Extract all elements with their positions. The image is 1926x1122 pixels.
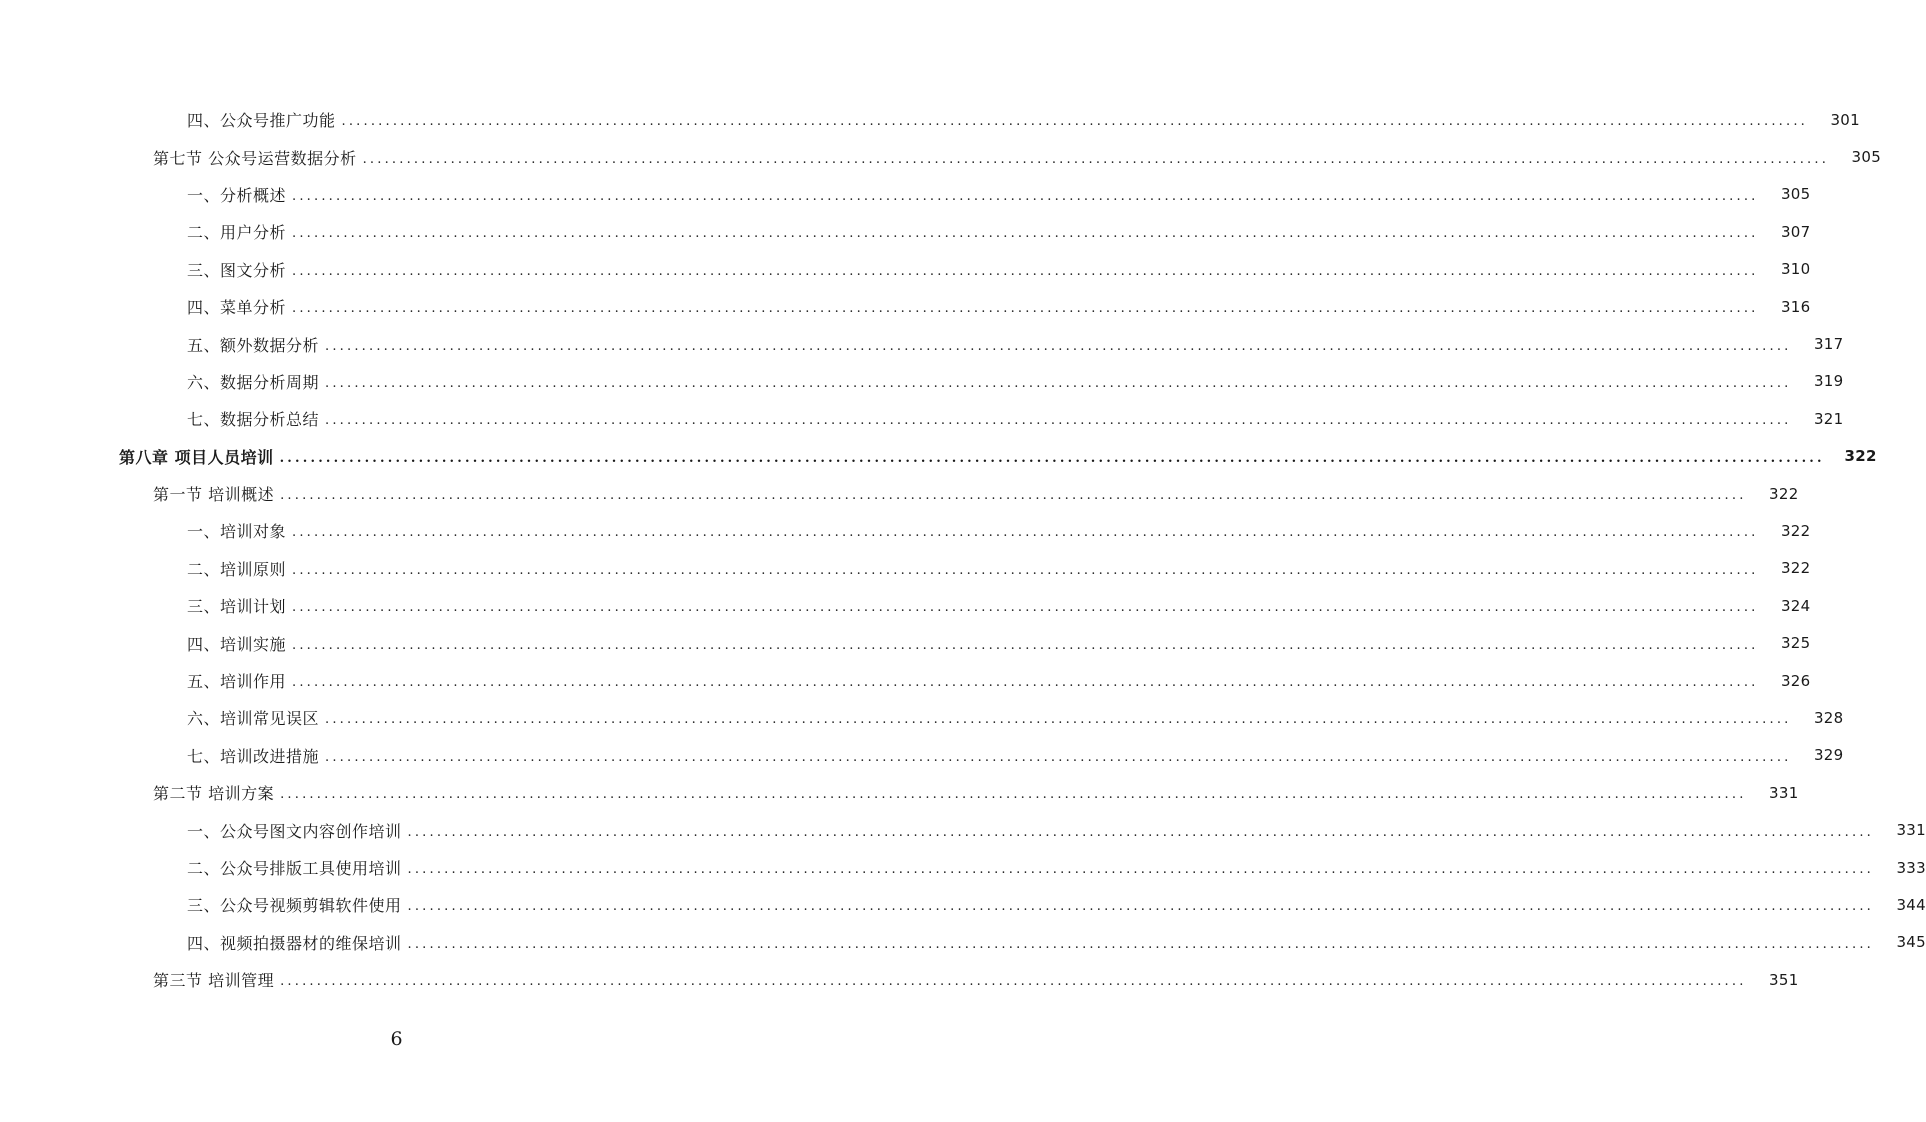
toc-entry-title: 六、培训常见误区 xyxy=(187,709,320,729)
toc-entry-title: 第七节 公众号运营数据分析 xyxy=(153,148,357,168)
toc-entry-item[interactable] xyxy=(0,550,1811,587)
toc-entry-section[interactable] xyxy=(0,475,1799,512)
toc-entry-page: 322 xyxy=(1769,484,1799,503)
toc-entry-title: 四、培训实施 xyxy=(187,634,287,654)
toc-entry-title: 五、培训作用 xyxy=(187,672,287,692)
toc-entry-page: 345 xyxy=(1896,933,1926,952)
toc-entry-title: 二、培训原则 xyxy=(187,559,287,579)
toc-dot-leader: ........................................................................................................................................................................................................ xyxy=(292,263,1759,279)
toc-entry-title: 三、公众号视频剪辑软件使用 xyxy=(187,896,402,916)
table-of-contents xyxy=(0,101,1926,998)
toc-entry-page: 325 xyxy=(1780,634,1811,653)
toc-entry-title: 七、培训改进措施 xyxy=(187,746,320,766)
toc-entry-title: 四、公众号推广功能 xyxy=(187,111,336,131)
toc-entry-page: 301 xyxy=(1830,110,1860,129)
toc-entry-item[interactable] xyxy=(0,624,1811,661)
toc-entry-page: 351 xyxy=(1769,970,1799,989)
toc-entry-item[interactable] xyxy=(0,662,1811,699)
toc-dot-leader: ........................................................................................................................................................................................................ xyxy=(325,749,1792,765)
toc-dot-leader: ........................................................................................................................................................................................................ xyxy=(341,114,1808,130)
toc-entry-page: 322 xyxy=(1780,559,1811,578)
toc-entry-section[interactable] xyxy=(0,961,1799,998)
toc-entry-page: 328 xyxy=(1813,708,1844,727)
toc-entry-item[interactable] xyxy=(0,400,1844,437)
toc-entry-item[interactable] xyxy=(0,512,1811,549)
toc-entry-page: 305 xyxy=(1780,185,1811,204)
toc-dot-leader: ........................................................................................................................................................................................................ xyxy=(292,525,1759,541)
toc-entry-page: 321 xyxy=(1813,409,1844,428)
toc-entry-page: 344 xyxy=(1896,895,1926,914)
toc-entry-page: 324 xyxy=(1780,596,1811,615)
toc-entry-page: 331 xyxy=(1896,821,1926,840)
toc-dot-leader: ........................................................................................................................................................................................................ xyxy=(407,824,1874,840)
toc-dot-leader: ........................................................................................................................................................................................................ xyxy=(292,600,1759,616)
toc-entry-page: 326 xyxy=(1780,671,1811,690)
toc-entry-title: 第一节 培训概述 xyxy=(153,485,275,505)
toc-entry-page: 316 xyxy=(1780,297,1811,316)
toc-entry-title: 一、培训对象 xyxy=(187,522,287,542)
toc-dot-leader: ........................................................................................................................................................................................................ xyxy=(407,899,1874,915)
page-number: 6 xyxy=(390,1028,403,1050)
toc-entry-title: 第八章 项目人员培训 xyxy=(119,447,274,467)
toc-dot-leader: ........................................................................................................................................................................................................ xyxy=(325,413,1792,429)
toc-dot-leader: ........................................................................................................................................................................................................ xyxy=(325,712,1792,728)
toc-entry-title: 四、视频拍摄器材的维保培训 xyxy=(187,933,402,953)
toc-entry-item[interactable] xyxy=(0,251,1811,288)
toc-entry-page: 322 xyxy=(1780,521,1811,540)
toc-dot-leader: ........................................................................................................................................................................................................ xyxy=(280,974,1747,990)
toc-entry-page: 329 xyxy=(1813,746,1844,765)
toc-dot-leader: ........................................................................................................................................................................................................ xyxy=(292,188,1759,204)
toc-entry-title: 二、用户分析 xyxy=(187,223,287,243)
toc-entry-page: 331 xyxy=(1769,783,1799,802)
toc-dot-leader: ........................................................................................................................................................................................................ xyxy=(292,226,1759,242)
toc-entry-page: 307 xyxy=(1780,222,1811,241)
toc-entry-chapter[interactable] xyxy=(0,438,1877,475)
toc-entry-title: 三、培训计划 xyxy=(187,597,287,617)
toc-entry-item[interactable] xyxy=(0,924,1926,961)
toc-dot-leader: ........................................................................................................................................................................................................ xyxy=(292,562,1759,578)
toc-dot-leader: ........................................................................................................................................................................................................ xyxy=(325,338,1792,354)
toc-dot-leader: ........................................................................................................................................................................................................ xyxy=(292,301,1759,317)
toc-dot-leader: ........................................................................................................................................................................................................ xyxy=(407,936,1874,952)
toc-dot-leader: ........................................................................................................................................................................................................ xyxy=(362,151,1830,167)
toc-entry-page: 319 xyxy=(1813,372,1844,391)
toc-entry-title: 五、额外数据分析 xyxy=(187,335,320,355)
toc-entry-item[interactable] xyxy=(0,176,1811,213)
toc-entry-page: 333 xyxy=(1896,858,1926,877)
toc-entry-item[interactable] xyxy=(0,101,1860,138)
toc-entry-title: 第三节 培训管理 xyxy=(153,971,275,991)
toc-entry-title: 三、图文分析 xyxy=(187,260,287,280)
toc-entry-item[interactable] xyxy=(0,849,1926,886)
toc-dot-leader: ........................................................................................................................................................................................................ xyxy=(292,637,1759,653)
toc-entry-item[interactable] xyxy=(0,363,1844,400)
toc-entry-section[interactable] xyxy=(0,774,1799,811)
toc-entry-page: 317 xyxy=(1813,335,1844,354)
toc-dot-leader: ........................................................................................................................................................................................................ xyxy=(280,488,1747,504)
toc-entry-item[interactable] xyxy=(0,325,1844,362)
toc-entry-item[interactable] xyxy=(0,886,1926,923)
toc-dot-leader: ........................................................................................................................................................................................................ xyxy=(407,862,1874,877)
toc-entry-title: 一、公众号图文内容创作培训 xyxy=(187,821,402,841)
toc-entry-section[interactable] xyxy=(0,138,1882,175)
toc-entry-item[interactable] xyxy=(0,587,1811,624)
toc-entry-title: 第二节 培训方案 xyxy=(153,784,275,804)
toc-entry-title: 一、分析概述 xyxy=(187,185,287,205)
toc-entry-item[interactable] xyxy=(0,737,1844,774)
toc-dot-leader: ........................................................................................................................................................................................................ xyxy=(325,375,1792,391)
toc-entry-title: 七、数据分析总结 xyxy=(187,410,320,430)
toc-entry-item[interactable] xyxy=(0,699,1844,736)
toc-dot-leader: ........................................................................................................................................................................................................ xyxy=(279,450,1825,466)
toc-entry-item[interactable] xyxy=(0,213,1811,250)
toc-entry-item[interactable] xyxy=(0,811,1926,848)
toc-dot-leader: ........................................................................................................................................................................................................ xyxy=(292,675,1759,691)
toc-entry-title: 四、菜单分析 xyxy=(187,298,287,318)
toc-dot-leader: ........................................................................................................................................................................................................ xyxy=(280,787,1747,803)
toc-entry-page: 310 xyxy=(1780,260,1811,279)
toc-entry-title: 二、公众号排版工具使用培训 xyxy=(187,859,402,878)
toc-entry-page: 305 xyxy=(1851,148,1882,167)
toc-entry-title: 六、数据分析周期 xyxy=(187,372,320,392)
toc-entry-page: 322 xyxy=(1844,447,1877,466)
toc-entry-item[interactable] xyxy=(0,288,1811,325)
